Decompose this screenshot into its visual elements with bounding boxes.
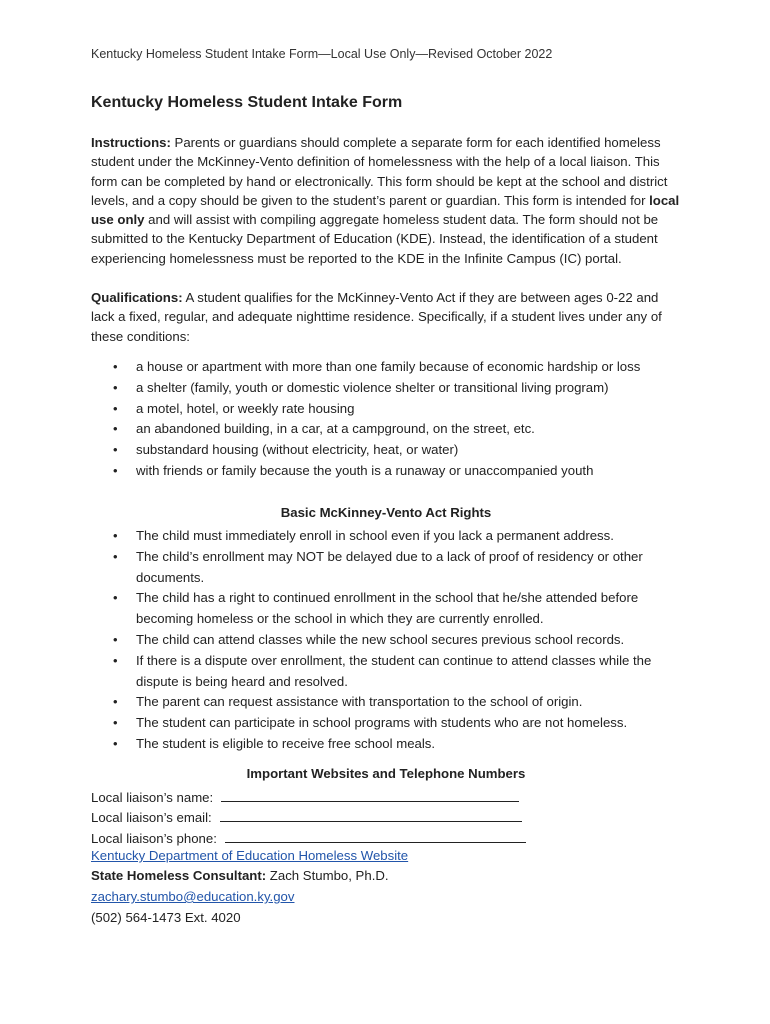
list-item: • The child has a right to continued enrollment in the school that he/she attended before becoming homeless or the school in which they are currently enrolled. bbox=[113, 590, 639, 627]
instructions-label: Instructions: bbox=[91, 135, 171, 150]
bullet-icon: • bbox=[113, 590, 118, 606]
list-item: • If there is a dispute over enrollment, the student can continue to attend classes while the dispute is being heard and resolved. bbox=[113, 652, 652, 689]
list-item: • substandard housing (without electricity, heat, or water) bbox=[91, 440, 691, 461]
instructions-text-2: and will assist with compiling aggregate homeless student data. The form should not be submitted to the Kentucky Department of Education (KDE). Instead, the identification of a student experiencing homelessness must be reported to the KDE in the Infinite Campus (IC) portal. bbox=[91, 212, 659, 266]
bullet-icon: • bbox=[113, 359, 118, 374]
instructions-emphasis: local use only bbox=[91, 192, 680, 228]
list-item: • with friends or family because the youth is a runaway or unaccompanied youth bbox=[91, 461, 691, 482]
bullet-icon: • bbox=[113, 652, 118, 668]
rights-list bbox=[91, 526, 691, 755]
list-item: • The student can participate in school programs with students who are not homeless. bbox=[91, 713, 691, 734]
list-item: • a motel, hotel, or weekly rate housing bbox=[91, 399, 691, 420]
bullet-icon: • bbox=[113, 421, 118, 437]
liaison-phone-row bbox=[91, 828, 526, 846]
liaison-email-label: Local liaison’s email: bbox=[91, 810, 212, 825]
list-item: • an abandoned building, in a car, at a campground, on the street, etc. bbox=[91, 419, 691, 440]
websites-heading: Important Websites and Telephone Numbers bbox=[246, 766, 526, 781]
liaison-phone-field[interactable] bbox=[225, 828, 526, 843]
consultant-email-link[interactable]: zachary.stumbo@education.ky.gov bbox=[91, 889, 295, 904]
bullet-icon: • bbox=[113, 400, 118, 416]
running-header: Kentucky Homeless Student Intake Form—Local Use Only—Revised October 2022 bbox=[91, 47, 553, 61]
qualifications-text: A student qualifies for the McKinney-Vento Act if they are between ages 0-22 and lack a fixed, regular, and adequate nighttime residence. Specifically, if a student lives under any of these conditions: bbox=[91, 290, 662, 344]
bullet-icon: • bbox=[113, 735, 118, 751]
bullet-icon: • bbox=[113, 442, 118, 458]
liaison-phone-label: Local liaison’s phone: bbox=[91, 831, 217, 846]
liaison-email-field[interactable] bbox=[220, 807, 522, 822]
rights-heading: Basic McKinney-Vento Act Rights bbox=[280, 505, 492, 520]
list-item: • a house or apartment with more than one family because of economic hardship or loss bbox=[91, 357, 691, 378]
list-item: • The child must immediately enroll in school even if you lack a permanent address. bbox=[91, 526, 691, 547]
consultant-label: State Homeless Consultant: bbox=[91, 868, 267, 883]
qualifications-paragraph bbox=[91, 288, 681, 346]
bullet-icon: • bbox=[113, 694, 118, 710]
bullet-icon: • bbox=[113, 379, 118, 395]
liaison-name-label: Local liaison’s name: bbox=[91, 790, 214, 805]
bullet-icon: • bbox=[113, 631, 118, 647]
liaison-name-field[interactable] bbox=[221, 787, 519, 802]
consultant-name: Zach Stumbo, Ph.D. bbox=[266, 868, 389, 883]
page-title: Kentucky Homeless Student Intake Form bbox=[91, 94, 403, 111]
kde-homeless-website-link[interactable]: Kentucky Department of Education Homeless Website bbox=[91, 848, 409, 863]
bullet-icon: • bbox=[113, 528, 118, 543]
bullet-icon: • bbox=[113, 462, 118, 478]
bullet-icon: • bbox=[113, 715, 118, 731]
liaison-name-row bbox=[91, 787, 519, 805]
list-item: • The student is eligible to receive free school meals. bbox=[91, 734, 691, 755]
list-item: • a shelter (family, youth or domestic violence shelter or transitional living program) bbox=[91, 378, 691, 399]
list-item: • The child can attend classes while the new school secures previous school records. bbox=[91, 630, 691, 651]
list-item: • The parent can request assistance with transportation to the school of origin. bbox=[91, 692, 691, 713]
liaison-email-row bbox=[91, 807, 522, 825]
state-consultant-row bbox=[91, 868, 389, 883]
instructions-paragraph bbox=[91, 133, 681, 268]
instructions-text-1: Parents or guardians should complete a separate form for each identified homeless student under the McKinney-Vento definition of homelessness with the help of a local liaison. This form can be completed by hand or electronically. This form should be kept at the school and district levels, and a copy should be given to the student’s parent or guardian. This form is intended for bbox=[91, 135, 668, 208]
qualifications-label: Qualifications: bbox=[91, 290, 183, 305]
list-item: • The child’s enrollment may NOT be delayed due to a lack of proof of residency or other documents. bbox=[113, 548, 643, 585]
bullet-icon: • bbox=[113, 548, 118, 564]
conditions-list bbox=[91, 357, 691, 482]
consultant-phone: (502) 564-1473 Ext. 4020 bbox=[91, 910, 241, 925]
